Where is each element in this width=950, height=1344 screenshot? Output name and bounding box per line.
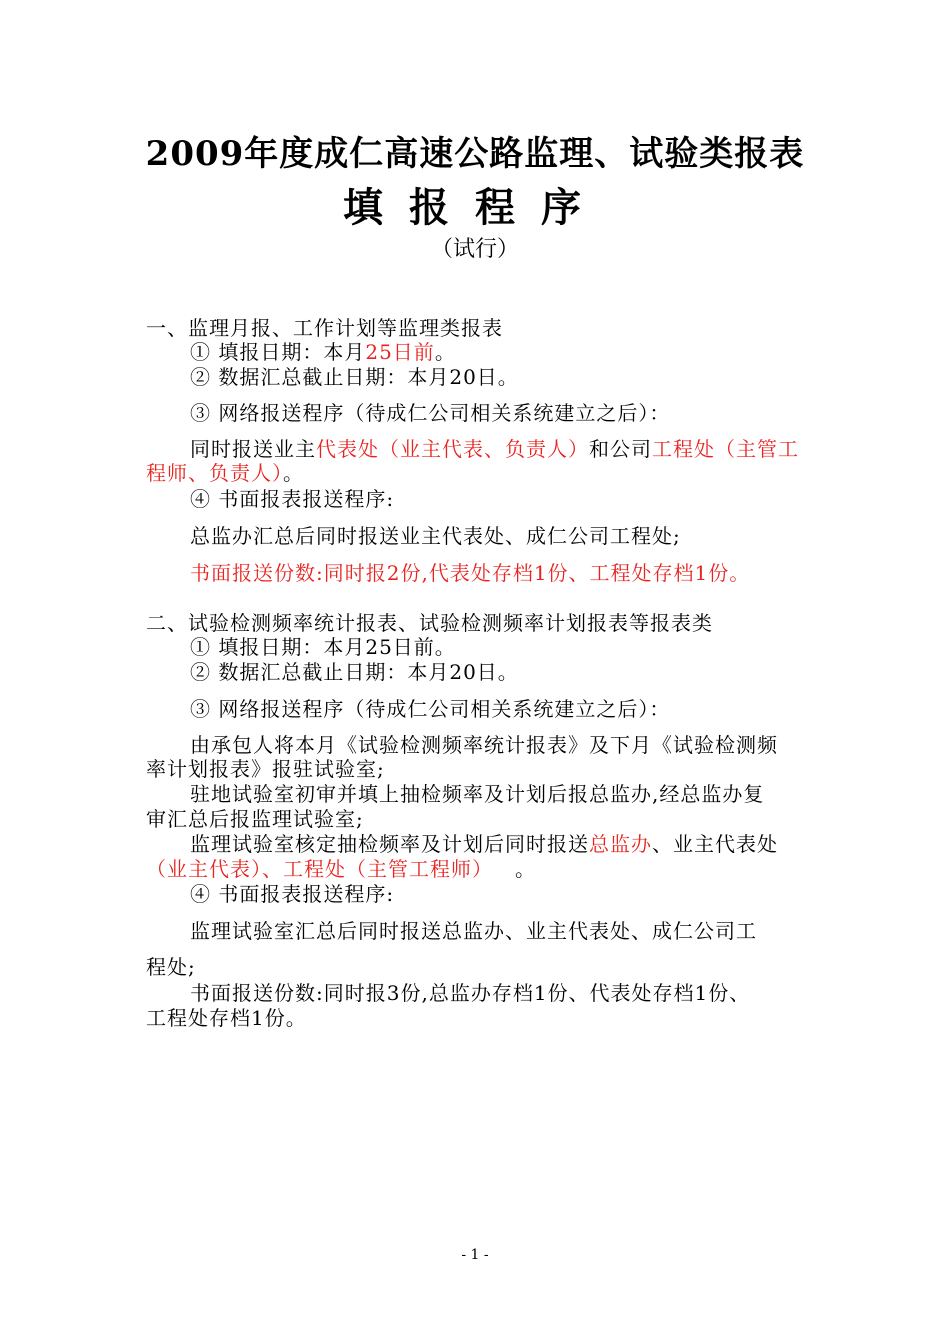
section2-item2: ② 数据汇总截止日期：本月20日。 (190, 660, 519, 684)
text-run: 。 (515, 857, 536, 881)
title-line3: （试行） (430, 237, 519, 262)
section1-heading: 一、监理月报、工作计划等监理类报表 (146, 316, 503, 340)
text-run-red: 程师、负责人） (146, 461, 283, 485)
page-number: - 1 - (461, 1247, 489, 1263)
text-run-red: 工程处（主管工 (652, 437, 799, 461)
text-run: 。 (283, 461, 304, 485)
item1-prefix: ① 填报日期：本月 (190, 340, 366, 364)
section1-item4: ④ 书面报表报送程序: (190, 487, 395, 511)
section2-para4-line2: 程处; (146, 955, 196, 979)
section1-item4-para2: 书面报送份数:同时报2份,代表处存档1份、工程处存档1份。 (190, 561, 751, 585)
section1-item3: ③ 网络报送程序（待成仁公司相关系统建立之后）： (190, 401, 671, 425)
section2-item3: ③ 网络报送程序（待成仁公司相关系统建立之后）： (190, 697, 671, 721)
title-line2: 填报程序 (343, 184, 607, 231)
text-run-red: （业主代表）、工程处（主管工程师） (146, 857, 483, 881)
text-run-red: 代表处（业主代表、负责人） (316, 437, 589, 461)
text-run: 和公司 (589, 437, 652, 461)
text-run: 、业主代表处 (652, 832, 778, 856)
section1-item3-para-line2 (146, 457, 304, 486)
section1-item4-para1: 总监办汇总后同时报送业主代表处、成仁公司工程处; (190, 524, 681, 548)
section2-heading: 二、试验检测频率统计报表、试验检测频率计划报表等报表类 (146, 611, 713, 635)
text-run: 同时报送业主 (190, 437, 316, 461)
text-run: 监理试验室核定抽检频率及计划后同时报送 (190, 832, 589, 856)
section2-item1: ① 填报日期：本月25日前。 (190, 635, 456, 659)
section2-para1-line1: 由承包人将本月《试验检测频率统计报表》及下月《试验检测频 (190, 733, 778, 757)
section2-para4-line1: 监理试验室汇总后同时报送总监办、业主代表处、成仁公司工 (190, 919, 757, 943)
title-line1: 2009年度成仁高速公路监理、试验类报表 (145, 134, 805, 174)
section2-para2-line2: 审汇总后报监理试验室; (146, 807, 364, 831)
section1-item2: ② 数据汇总截止日期：本月20日。 (190, 365, 519, 389)
item1-deadline: 25日前 (365, 340, 435, 364)
item1-suffix: 。 (434, 340, 456, 364)
section2-item4: ④ 书面报表报送程序: (190, 882, 395, 906)
text-run-red: 总监办 (589, 832, 652, 856)
section2-para1-line2: 率计划报表》报驻试验室; (146, 757, 385, 781)
section2-para5-line1: 书面报送份数:同时报3份,总监办存档1份、代表处存档1份、 (190, 981, 751, 1005)
section2-para2-line1: 驻地试验室初审并填上抽检频率及计划后报总监办,经总监办复 (190, 782, 765, 806)
section2-para5-line2: 工程处存档1份。 (146, 1006, 307, 1030)
